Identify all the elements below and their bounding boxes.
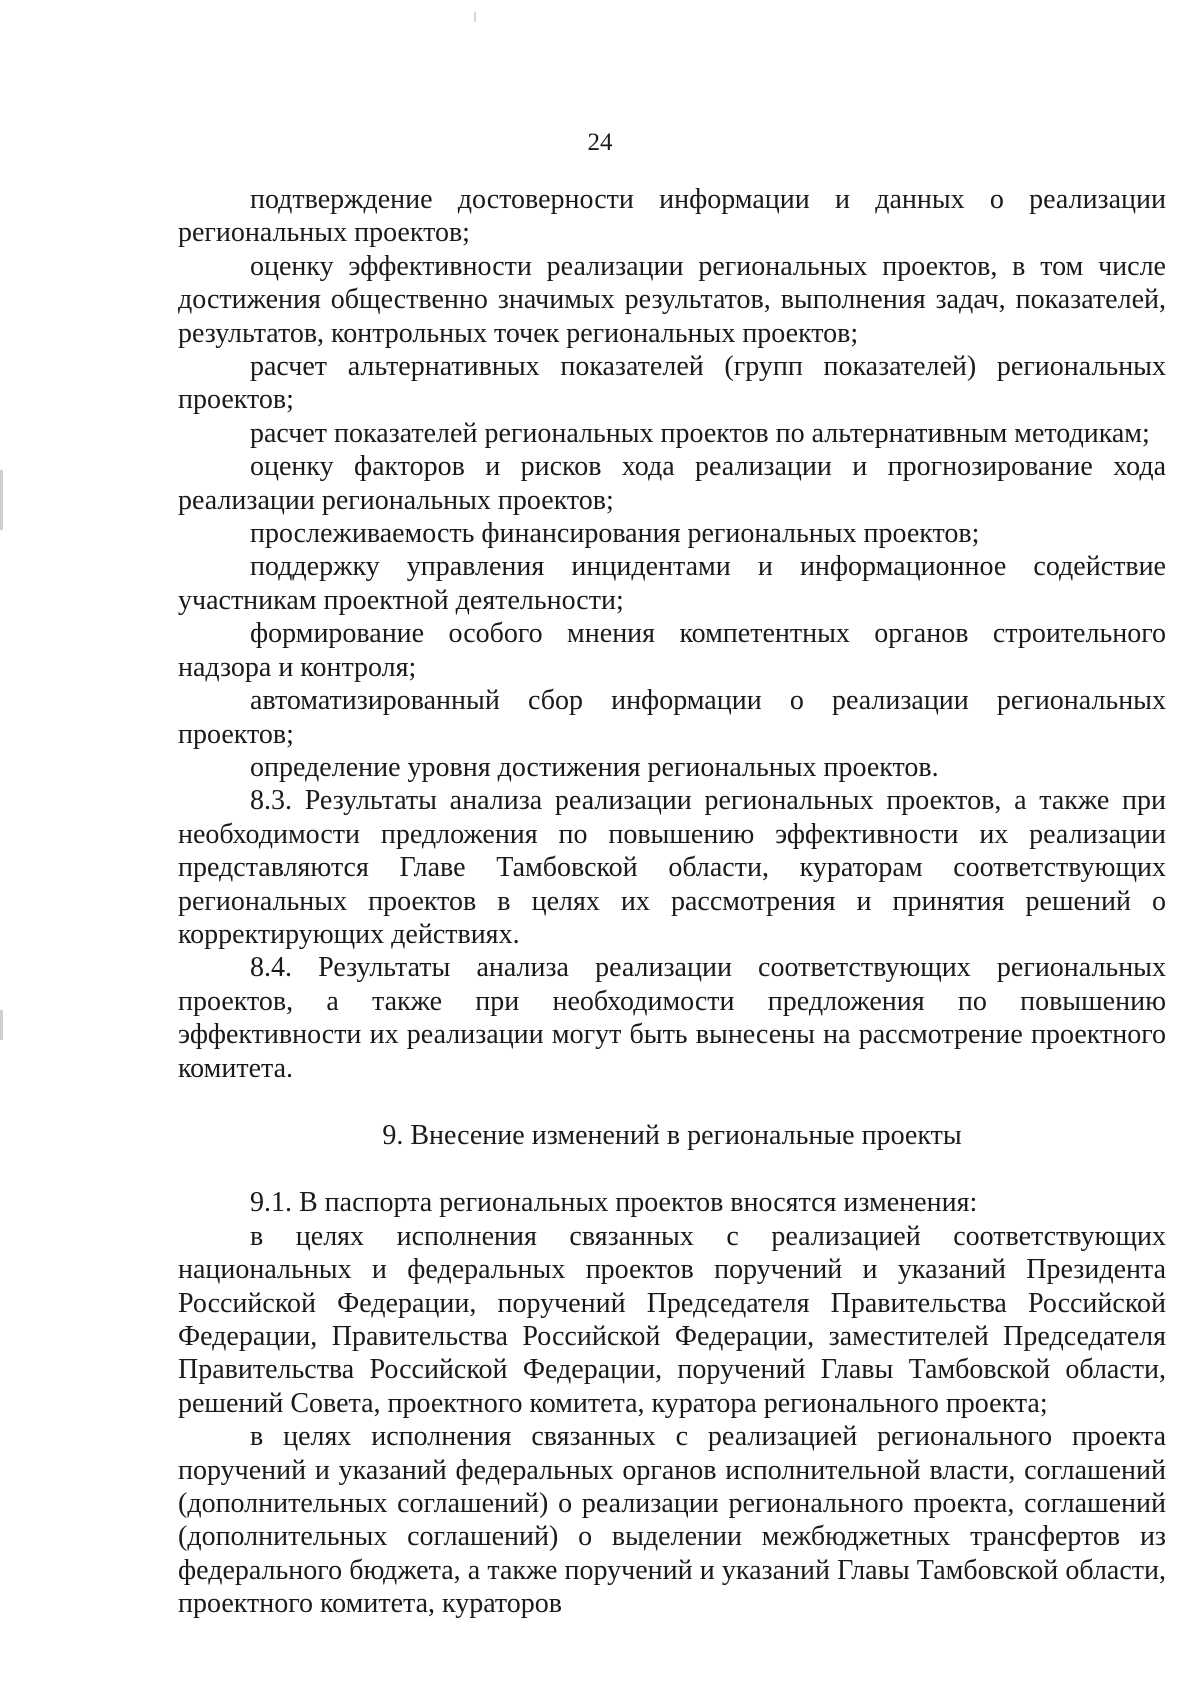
page-number: 24 bbox=[587, 129, 613, 156]
list-item: расчет показателей региональных проектов по альтернативным методикам; bbox=[250, 417, 1150, 449]
scan-artifact bbox=[474, 12, 476, 22]
scan-artifact bbox=[0, 1010, 3, 1040]
list-item: оценку эффективности реализации региональных проектов, в том числе достижения общественно значимых результатов, выполнения задач, показателей, результатов, контрольных точек региональных проектов; bbox=[178, 250, 1166, 349]
list-item: подтверждение достоверности информации и данных о реализации региональных проектов; bbox=[178, 184, 1166, 249]
clause-8-4: 8.4. Результаты анализа реализации соответствующих региональных проектов, а также при необходимости предложения по повышению эффективности их реализации могут быть вынесены на рассмотрение проектного комитета. bbox=[178, 952, 1166, 1084]
clause-8-3: 8.3. Результаты анализа реализации региональных проектов, а также при необходимости предложения по повышению эффективности их реализации представляются Главе Тамбовской области, кураторам соответствующих региональных проектов в целях их рассмотрения и принятия решений о корректирующих действиях. bbox=[178, 785, 1166, 950]
clause-9-1: 9.1. В паспорта региональных проектов вносятся изменения: bbox=[250, 1187, 978, 1219]
list-item: в целях исполнения связанных с реализацией соответствующих национальных и федеральных проектов поручений и указаний Президента Российской Федерации, поручений Председателя Правительства Российской Федерации, Правительства Российской Федерации, заместителей Председателя Правительства Российской Федерации, поручений Главы Тамбовской области, решений Совета, проектного комитета, куратора регионального проекта; bbox=[178, 1220, 1166, 1419]
list-item: прослеживаемость финансирования региональных проектов; bbox=[250, 518, 980, 550]
list-item: расчет альтернативных показателей (групп показателей) региональных проектов; bbox=[178, 351, 1166, 416]
section-heading: 9. Внесение изменений в региональные проекты bbox=[382, 1119, 962, 1151]
list-item: определение уровня достижения региональных проектов. bbox=[250, 751, 939, 783]
list-item: оценку факторов и рисков хода реализации и прогнозирование хода реализации региональных проектов; bbox=[178, 451, 1166, 516]
list-item: формирование особого мнения компетентных органов строительного надзора и контроля; bbox=[178, 618, 1166, 683]
scan-artifact bbox=[0, 470, 3, 530]
document-body bbox=[178, 183, 1166, 1621]
list-item: в целях исполнения связанных с реализацией регионального проекта поручений и указаний федеральных органов исполнительной власти, соглашений (дополнительных соглашений) о реализации регионального проекта, соглашений (дополнительных соглашений) о выделении межбюджетных трансфертов из федерального бюджета, а также поручений и указаний Главы Тамбовской области, проектного комитета, кураторов bbox=[178, 1421, 1166, 1620]
list-item: автоматизированный сбор информации о реализации региональных проектов; bbox=[178, 685, 1166, 750]
list-item: поддержку управления инцидентами и информационное содействие участникам проектной деятельности; bbox=[178, 551, 1166, 616]
